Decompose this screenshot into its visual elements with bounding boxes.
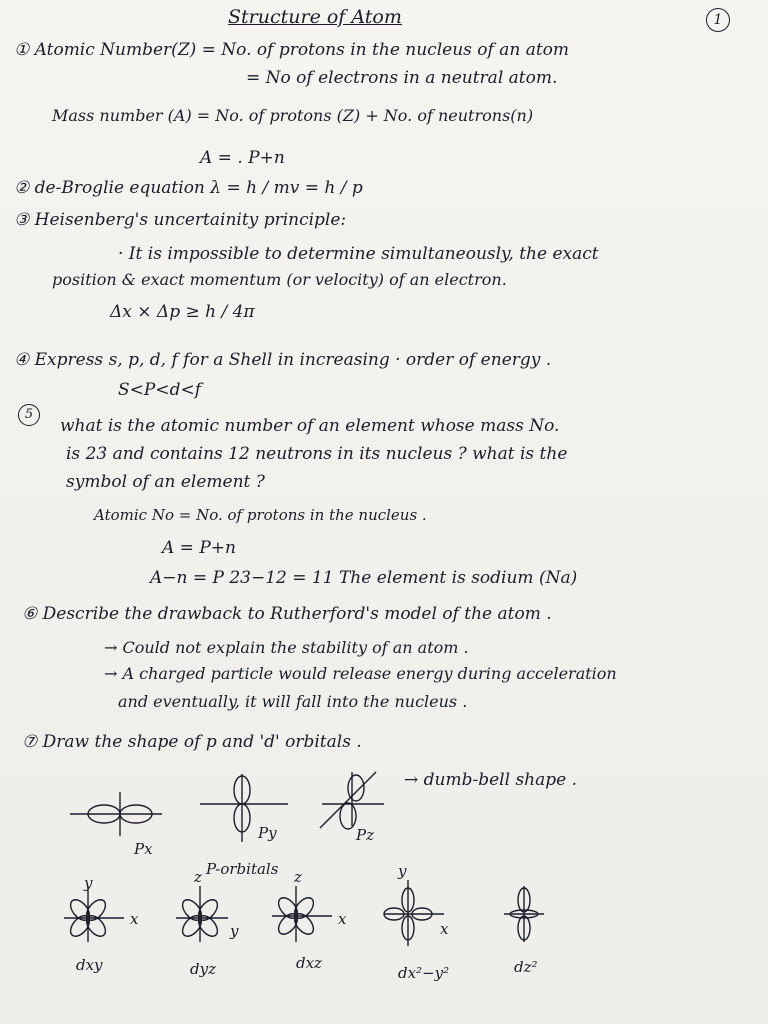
- px-orbital-drawing: [70, 786, 170, 846]
- page-number: 1: [706, 8, 730, 32]
- q6-line1: ⑥ Describe the drawback to Rutherford's model of the atom .: [22, 604, 552, 624]
- q5-number-circle: 5: [18, 404, 40, 426]
- dxz-axis-z: z: [294, 868, 302, 886]
- q3-line2: · It is impossible to determine simultaneously, the exact: [118, 244, 599, 264]
- q6-line2: → Could not explain the stability of an atom .: [104, 638, 469, 657]
- dxy-axis-y: y: [84, 874, 93, 892]
- py-label: Py: [258, 824, 277, 842]
- q3-line4: Δx × Δp ≥ h / 4π: [110, 302, 255, 322]
- q5-line2: is 23 and contains 12 neutrons in its nucleus ? what is the: [66, 444, 568, 464]
- page-title: Structure of Atom: [228, 6, 402, 28]
- dz2-label: dz²: [514, 958, 538, 976]
- dx2y2-axis-x: x: [440, 920, 449, 938]
- dx2-y2-label: dx²−y²: [398, 964, 450, 982]
- dyz-axis-z: z: [194, 868, 202, 886]
- q5-line6: A−n = P 23−12 = 11 The element is sodium (Na): [150, 568, 578, 588]
- dxz-axis-x: x: [338, 910, 347, 928]
- dxz-label: dxz: [296, 954, 322, 972]
- dumbbell-note: → dumb-bell shape .: [404, 770, 578, 790]
- q5-line3: symbol of an element ?: [66, 472, 265, 492]
- q4-line2: S<P<d<f: [118, 380, 201, 400]
- dyz-label: dyz: [190, 960, 216, 978]
- q7-line1: ⑦ Draw the shape of p and 'd' orbitals .: [22, 732, 362, 752]
- dx2-y2-orbital-drawing: [384, 880, 464, 950]
- q1-line2: = No of electrons in a neutral atom.: [246, 68, 558, 88]
- q2-line1: ② de-Broglie equation λ = h / mv = h / p: [14, 178, 363, 198]
- q5-line4: Atomic No = No. of protons in the nucleus .: [94, 506, 427, 524]
- q1-line4: A = . P+n: [200, 148, 285, 168]
- pz-label: Pz: [356, 826, 374, 844]
- dyz-orbital-drawing: [176, 886, 256, 946]
- q6-line3: → A charged particle would release energy during acceleration: [104, 664, 617, 683]
- q1-line3: Mass number (A) = No. of protons (Z) + No. of neutrons(n): [52, 106, 534, 125]
- q1-line1: ① Atomic Number(Z) = No. of protons in the nucleus of an atom: [14, 40, 570, 60]
- dxy-label: dxy: [76, 956, 103, 974]
- dxy-axis-x: x: [130, 910, 139, 928]
- q3-line1: ③ Heisenberg's uncertainity principle:: [14, 210, 347, 230]
- q5-line5: A = P+n: [162, 538, 236, 558]
- p-orbitals-caption: P-orbitals: [206, 860, 279, 878]
- q5-line1: what is the atomic number of an element whose mass No.: [60, 416, 560, 436]
- q3-line3: position & exact momentum (or velocity) of an electron.: [52, 270, 507, 289]
- py-orbital-drawing: [200, 770, 300, 850]
- dz2-orbital-drawing: [498, 886, 558, 946]
- dx2y2-axis-y: y: [398, 862, 407, 880]
- q6-line4: and eventually, it will fall into the nucleus .: [118, 692, 468, 711]
- q4-line1: ④ Express s, p, d, f for a Shell in increasing · order of energy .: [14, 350, 552, 370]
- px-label: Px: [134, 840, 153, 858]
- dyz-axis-y: y: [230, 922, 239, 940]
